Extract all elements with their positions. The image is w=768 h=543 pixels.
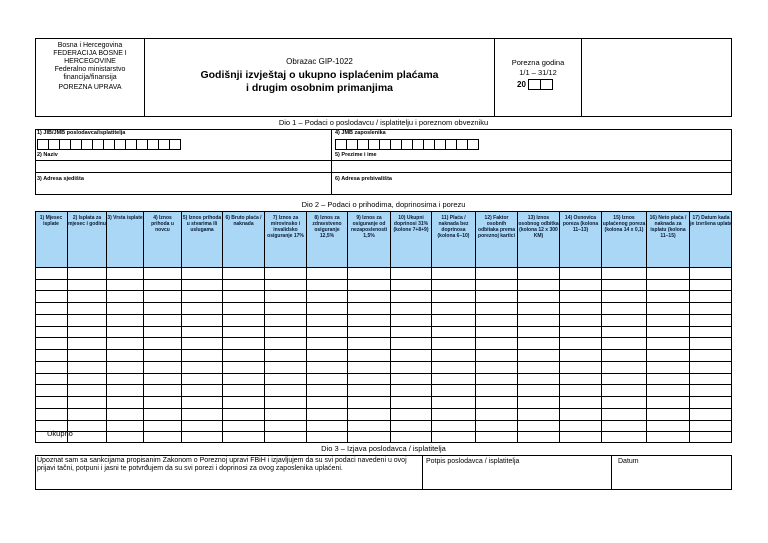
- column-header: 9) Iznos za osiguranje od nezaposlenosti 1,5%: [347, 212, 390, 267]
- tax-year-range: 1/1 – 31/12: [519, 68, 557, 77]
- employer-id-label: 1) JIB/JMB poslodavca/isplatitelja: [37, 130, 126, 136]
- table-row-divider: [35, 326, 732, 327]
- tax-year-label: Porezna godina: [511, 58, 565, 67]
- table-row-divider: [35, 396, 732, 397]
- table-row-divider: [35, 302, 732, 303]
- date-label: Datum: [618, 458, 639, 465]
- form-code: Obrazac GIP-1022: [286, 57, 353, 66]
- column-header: 6) Bruto plaća / naknada: [222, 212, 264, 267]
- column-header: 15) Iznos uplaćenog poreza (kolona 14 x 0,1): [601, 212, 646, 267]
- column-divider: [646, 267, 647, 443]
- issuer-line: POREZNA UPRAVA: [58, 84, 122, 92]
- column-divider: [475, 267, 476, 443]
- column-divider: [390, 267, 391, 443]
- table-row-divider: [35, 420, 732, 421]
- column-divider: [559, 267, 560, 443]
- column-header: 8) Iznos za zdravstveno osiguranje 12,5%: [306, 212, 347, 267]
- column-divider: [106, 267, 107, 443]
- column-header: 12) Faktor osobnih odbitaka prema poreznoj kartici: [475, 212, 517, 267]
- issuer-line: HERCEGOVINE: [64, 58, 116, 66]
- column-header: 17) Datum kada je izvršena uplata: [689, 212, 732, 267]
- table-row-divider: [35, 337, 732, 338]
- column-divider: [67, 267, 68, 443]
- employee-name-label: 5) Prezime i ime: [335, 152, 377, 158]
- column-divider: [264, 267, 265, 443]
- signature-label: Potpis poslodavca / isplatitelja: [426, 458, 520, 465]
- column-header: 10) Ukupni doprinosi 31% (kolone 7+8+9): [390, 212, 431, 267]
- column-header: 14) Osnovica poreza (kolona 11–13): [559, 212, 601, 267]
- column-header: 11) Plaća / naknada bez doprinosa (kolona 6–10): [431, 212, 475, 267]
- column-divider: [431, 267, 432, 443]
- form-title-line1: Godišnji izvještaj o ukupno isplaćenim plaćama: [200, 69, 439, 81]
- column-divider: [306, 267, 307, 443]
- column-header: 1) Mjesec isplate: [39, 215, 63, 227]
- table-row-divider: [35, 290, 732, 291]
- declaration-statement: Upoznat sam sa sankcijama propisanim Zakonom o Poreznoj upravi FBiH i izjavljujem da su svi podaci navedeni u ovoj prijavi tačni, potpuni i jasni te potvrđujem da su svi porezi i doprinosi za ovog zaposlenika uplaćeni.: [37, 457, 407, 473]
- table-row-divider: [35, 408, 732, 409]
- column-header: 3) Vrsta isplate: [106, 212, 143, 267]
- table-row-divider: [35, 314, 732, 315]
- column-header: 7) Iznos za mirovinsko i invalidsko osiguranje 17%: [264, 212, 306, 267]
- form-title-line2: i drugim osobnim primanjima: [245, 82, 393, 94]
- table-row-divider: [35, 279, 732, 280]
- column-header: 16) Neto plaća / naknada za isplatu (kolona 11–15): [646, 212, 689, 267]
- issuer-line: Bosna i Hercegovina: [57, 42, 123, 49]
- employee-id-label: 4) JMB zaposlenika: [335, 130, 386, 136]
- year-prefix: 20: [517, 80, 526, 89]
- signature-field[interactable]: [423, 456, 610, 489]
- employer-address-label: 3) Adresa sjedišta: [37, 176, 84, 182]
- table-row-divider: [35, 361, 732, 362]
- column-header: 2) Isplata za mjesec i godinu: [67, 212, 106, 267]
- column-divider: [181, 267, 182, 443]
- total-label: Ukupno: [47, 429, 73, 438]
- table-row-divider: [35, 384, 732, 385]
- employer-id-boxes[interactable]: [37, 139, 180, 150]
- part1-title: Dio 1 – Podaci o poslodavcu / isplatitelju i poreznom obvezniku: [278, 118, 489, 127]
- table-row-divider: [35, 373, 732, 374]
- issuer-line: Federalno ministarstvo: [54, 66, 126, 74]
- column-header: 13) Iznos osobnog odbitka (kolona 12 x 300 KM): [517, 212, 559, 267]
- column-divider: [222, 267, 223, 443]
- part2-title: Dio 2 – Podaci o prihodima, doprinosima i porezu: [301, 200, 466, 209]
- employee-address-label: 6) Adresa prebivališta: [335, 176, 392, 182]
- column-divider: [347, 267, 348, 443]
- part3-title: Dio 3 – Izjava poslodavca / isplatitelja: [321, 444, 446, 453]
- issuer-line: FEDERACIJA BOSNE I: [53, 50, 127, 58]
- tax-year-field[interactable]: [517, 79, 553, 91]
- table-row-divider: [35, 349, 732, 350]
- column-header: 4) Iznos prihoda u novcu: [143, 212, 181, 267]
- issuer-line: financija/finansija: [63, 74, 117, 82]
- employer-name-label: 2) Naziv: [37, 152, 58, 158]
- date-field[interactable]: [612, 456, 731, 489]
- employee-id-boxes[interactable]: [335, 139, 478, 150]
- column-divider: [689, 267, 690, 443]
- issuer-block: [36, 42, 144, 92]
- column-divider: [517, 267, 518, 443]
- column-divider: [143, 267, 144, 443]
- table-row-divider: [35, 431, 732, 432]
- column-header: 5) Iznos prihoda u stvarima ili uslugama: [181, 212, 222, 267]
- column-divider: [601, 267, 602, 443]
